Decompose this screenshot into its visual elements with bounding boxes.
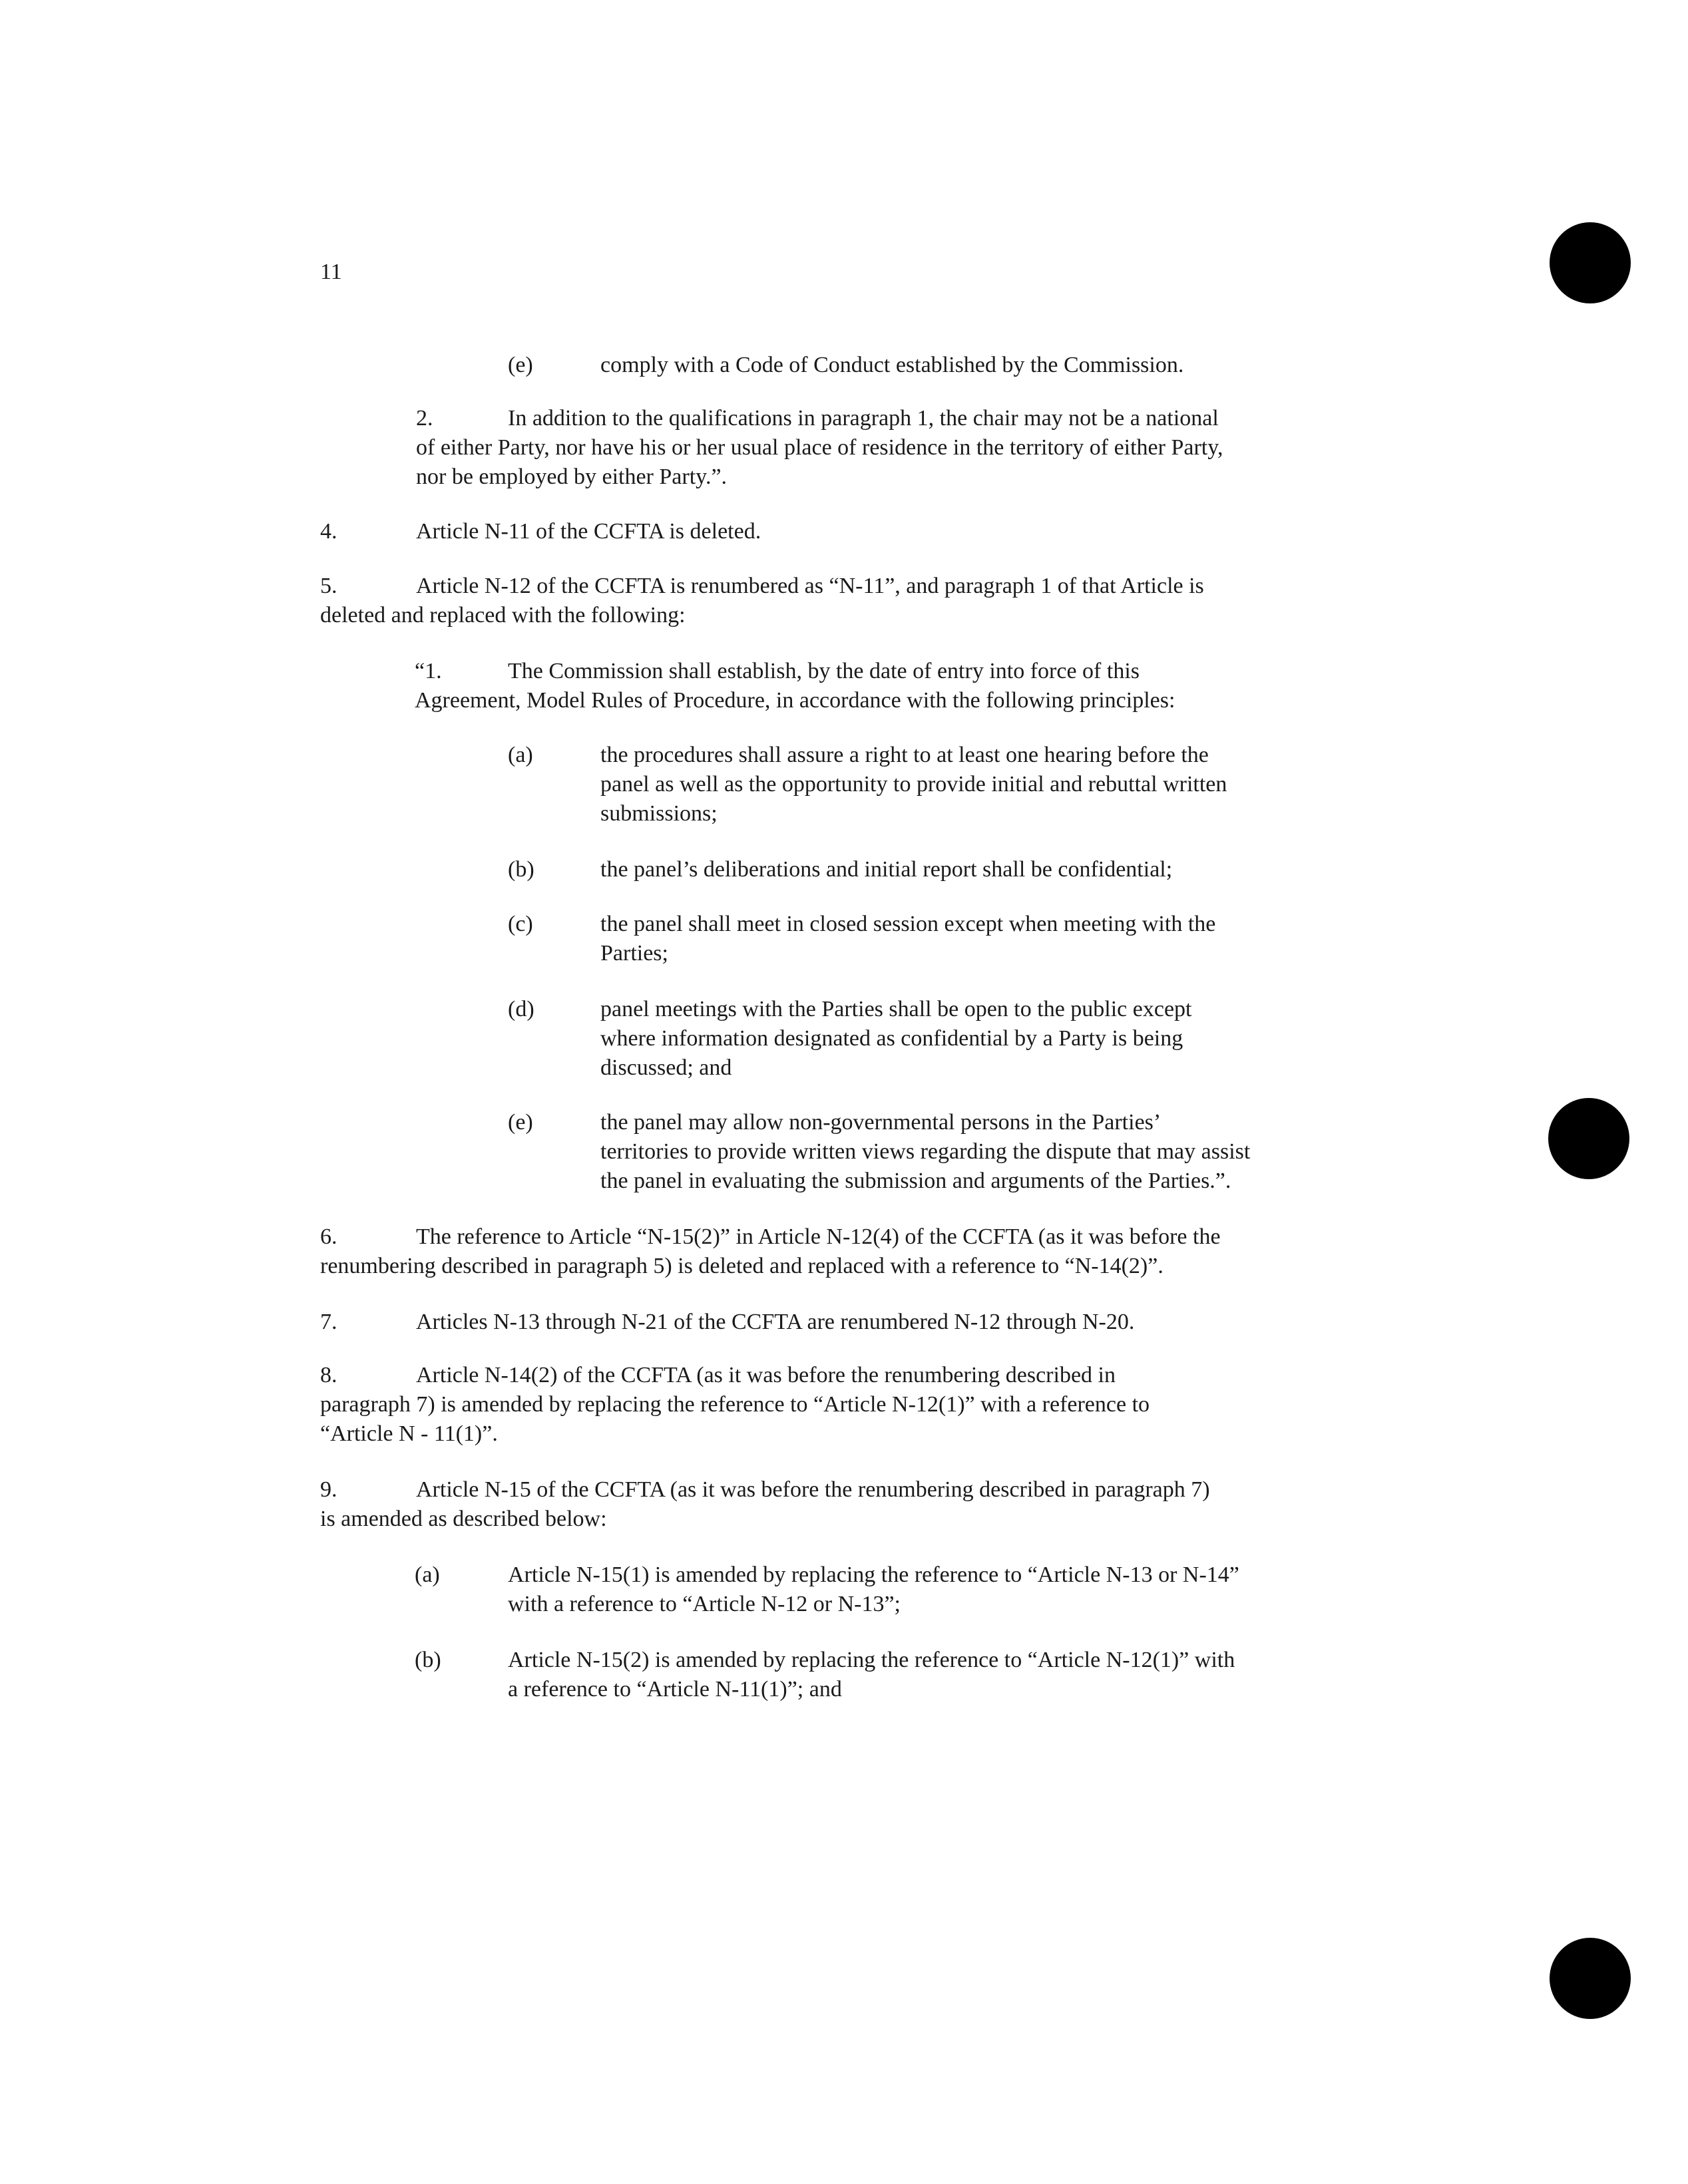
item-line: submissions; [600, 801, 718, 826]
item-label: (a) [415, 1562, 440, 1587]
item-line: the panel in evaluating the submission and arguments of the Parties.”. [600, 1169, 1231, 1193]
paragraph-number: 5. [320, 574, 337, 598]
item-line: the panel shall meet in closed session except when meeting with the [600, 912, 1216, 936]
item-line: a reference to “Article N-11(1)”; and [508, 1677, 842, 1702]
page-number: 11 [320, 260, 342, 284]
paragraph-line: Article N-11 of the CCFTA is deleted. [416, 519, 761, 544]
paragraph-number: 9. [320, 1477, 337, 1502]
paragraph-line: deleted and replaced with the following: [320, 603, 686, 628]
paragraph-line: Article N-12 of the CCFTA is renumbered as “N-11”, and paragraph 1 of that Article is [416, 574, 1204, 598]
paragraph-line: renumbering described in paragraph 5) is deleted and replaced with a reference to “N-14(2)”. [320, 1254, 1163, 1278]
paragraph-line: of either Party, nor have his or her usual place of residence in the territory of either Party, [416, 435, 1223, 460]
paragraph-line: The reference to Article “N-15(2)” in Article N-12(4) of the CCFTA (as it was before the [416, 1224, 1221, 1249]
paragraph-line: Agreement, Model Rules of Procedure, in accordance with the following principles: [415, 688, 1175, 713]
paragraph-line: Article N-14(2) of the CCFTA (as it was before the renumbering described in [416, 1363, 1116, 1387]
paragraph-number: 6. [320, 1224, 337, 1249]
item-line: territories to provide written views regarding the dispute that may assist [600, 1139, 1251, 1164]
item-line: panel as well as the opportunity to provide initial and rebuttal written [600, 772, 1227, 797]
punch-hole-top [1550, 222, 1631, 303]
paragraph-line: The Commission shall establish, by the date of entry into force of this [508, 659, 1140, 683]
item-label: (b) [415, 1648, 441, 1672]
item-label: (d) [508, 997, 534, 1021]
paragraph-number: 7. [320, 1310, 337, 1334]
item-line: the panel may allow non-governmental persons in the Parties’ [600, 1110, 1161, 1135]
paragraph-line: Articles N-13 through N-21 of the CCFTA are renumbered N-12 through N-20. [416, 1310, 1135, 1334]
paragraph-line: In addition to the qualifications in paragraph 1, the chair may not be a national [508, 406, 1219, 431]
paragraph-line: paragraph 7) is amended by replacing the reference to “Article N-12(1)” with a reference to [320, 1392, 1150, 1417]
paragraph-line: is amended as described below: [320, 1507, 607, 1531]
item-label: (c) [508, 912, 533, 936]
item-line: Article N-15(2) is amended by replacing the reference to “Article N-12(1)” with [508, 1648, 1235, 1672]
punch-hole-middle [1548, 1098, 1629, 1179]
item-line: where information designated as confidential by a Party is being [600, 1026, 1183, 1051]
item-line: the panel’s deliberations and initial report shall be confidential; [600, 857, 1173, 882]
paragraph-number: 4. [320, 519, 337, 544]
paragraph-line: Article N-15 of the CCFTA (as it was before the renumbering described in paragraph 7) [416, 1477, 1210, 1502]
item-label: (a) [508, 743, 533, 767]
paragraph-line: nor be employed by either Party.”. [416, 464, 728, 489]
item-text: comply with a Code of Conduct established by the Commission. [600, 353, 1184, 377]
item-label: (e) [508, 353, 533, 377]
paragraph-line: “Article N - 11(1)”. [320, 1421, 498, 1446]
item-line: Article N-15(1) is amended by replacing the reference to “Article N-13 or N-14” [508, 1562, 1239, 1587]
item-line: with a reference to “Article N-12 or N-13”; [508, 1592, 901, 1616]
punch-hole-bottom [1550, 1938, 1631, 2019]
item-line: Parties; [600, 941, 668, 966]
paragraph-number: 8. [320, 1363, 337, 1387]
paragraph-number: 2. [416, 406, 433, 431]
paragraph-number: “1. [415, 659, 442, 683]
item-line: discussed; and [600, 1055, 732, 1080]
item-label: (e) [508, 1110, 533, 1135]
item-line: panel meetings with the Parties shall be open to the public except [600, 997, 1192, 1021]
item-line: the procedures shall assure a right to at least one hearing before the [600, 743, 1209, 767]
item-label: (b) [508, 857, 534, 882]
